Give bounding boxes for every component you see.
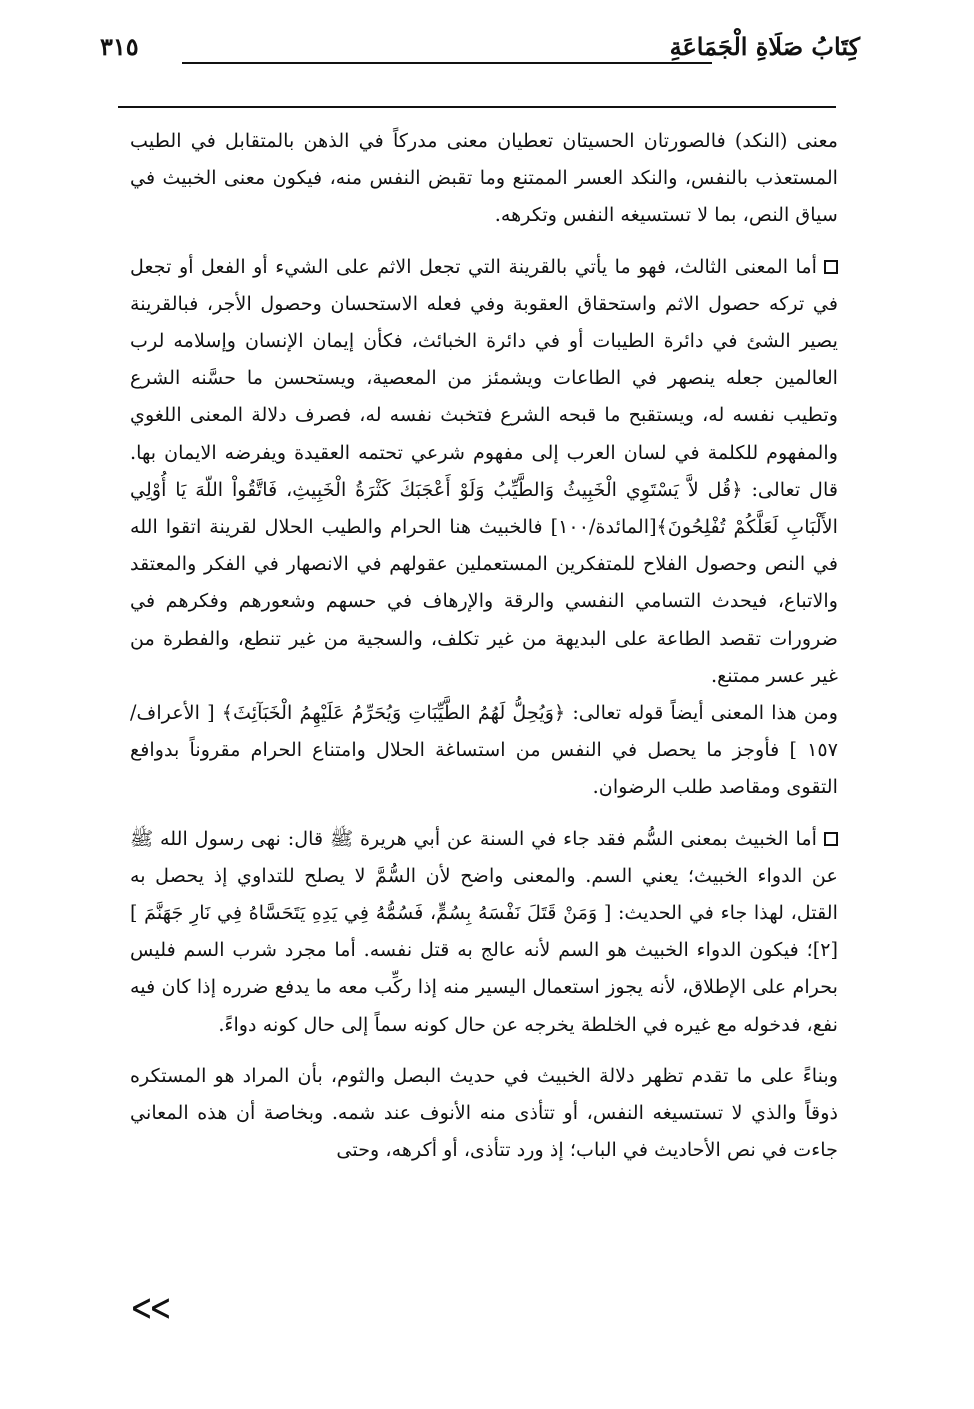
page-header <box>100 22 860 78</box>
header-dash-line <box>182 62 712 64</box>
main-text <box>130 122 838 1168</box>
square-bullet-icon <box>824 832 838 846</box>
page-number: ٣١٥ <box>100 32 139 61</box>
paragraph <box>130 820 838 1043</box>
header-divider <box>118 106 836 108</box>
paragraph: معنى (النكد) فالصورتان الحسيتان تعطيان معنى مدركاً في الذهن بالمتقابل في الطيب المستعذب بالنفس، والنكد العسر الممتنع وما تقبض النفس منه، فيكون معنى الخبيث في سياق النص، بما لا تستسيغه النفس وتكرهه. <box>130 129 838 227</box>
square-bullet-icon <box>824 260 838 274</box>
chapter-title: كِتَابُ صَلَاةِ الْجَمَاعَةِ <box>669 32 860 61</box>
paragraph-text: أما المعنى الثالث، فهو ما يأتي بالقرينة التي تجعل الاثم على الشيء أو الفعل أو تجعل في تركه حصول الاثم واستحقاق العقوبة وفي فعله الاستحسان وحصول الأجر، فبالقرينة يصير الشئ في دائرة الطيبات أو في دائرة الخبائث، فكأن إيمان الإنسان وإسلامه لرب العالمين جعله ينصهر في الطاعات ويشمئز من المعصية، ويستحسن ما حسَّنه الشرع وتطيب نفسه له، ويستقبح ما قبحه الشرع فتخبث نفسه له، فصرف دلالة المعنى اللغوي والمفهوم للكلمة في لسان العرب إلى مفهوم شرعي تحتمه العقيدة ويفرضه الايمان بها. قال تعالى: ﴿قُل لاَّ يَسْتَوِي الْخَبِيثُ وَالطَّيِّبُ وَلَوْ أَعْجَبَكَ كَثْرَةُ الْخَبِيثِ، فَاتَّقُواْ اللّهَ يَا أُوْلِي الأَلْبَابِ لَعَلَّكُمْ تُفْلِحُونَ﴾[المائدة/١٠٠] فالخبيث هنا الحرام والطيب الحلال لقرينة اتقوا الله في النص وحصول الفلاح للمتفكرين المستعملين عقولهم في الانصهار في الفكر والمعتقد والاتباع، فيحدث التسامي النفسي والرقة والإرهاف في حسهم وشعورهم وفكرهم في ضرورات تقصد الطاعة على البديهة من غير تكلف، والسجية من غير تنطع، والفطرة من غير عسر ممتنع. <box>130 254 839 687</box>
paragraph: ومن هذا المعنى أيضاً قوله تعالى: ﴿وَيُحِلُّ لَهُمُ الطَّيِّبَاتِ وَيُحَرِّمُ عَلَيْهِمُ الْخَبَآئِثَ﴾ [ الأعراف/١٥٧ ] فأوجز ما يحصل في النفس من استساغة الحلال وامتناع الحرام مقروناً بدوافع التقوى ومقاصد طلب الرضوان. <box>130 701 838 799</box>
paragraph: وبناءً على ما تقدم تظهر دلالة الخبيث في حديث البصل والثوم، بأن المراد هو المستكره ذوقاً والذي لا تستسيغه النفس، أو تتأذى منه الأنوف عند شمه. وبخاصة أن هذه المعاني جاءت في نص الأحاديث في الباب؛ إذ ورد تتأذى، أو أكرهه، وحتى <box>130 1063 838 1162</box>
paragraph <box>130 248 838 694</box>
continuation-arrows-icon: ᐸᐸ <box>132 1295 170 1325</box>
paragraph-text: أما الخبيث بمعنى السُّم فقد جاء في السنة عن أبي هريرة ﷺ قال: نهى رسول الله ﷺ عن الدواء الخبيث؛ يعني السم. والمعنى واضح لأن السُّمَّ لا يصلح للتداوي إذ يحصل به القتل، لهذا جاء في الحديث: [ وَمَنْ قَتَلَ نَفْسَهُ بِسُمٍّ، فَسُمُّهُ فِي يَدِهِ يَتَحَسَّاهُ فِي نَارِ جَهَنَّمَ ] [٢]؛ فيكون الدواء الخبيث هو السم لأنه عالج به قتل نفسه. أما مجرد شرب السم فليس بحرام على الإطلاق، لأنه يجوز استعمال اليسير منه إذا ركِّب معه ما يدفع ضرره إذا كان فيه نفع، فدخوله مع غيره في الخلطة يخرجه عن حال كونه سماً إلى حال كونه دواءً. <box>130 826 838 1036</box>
